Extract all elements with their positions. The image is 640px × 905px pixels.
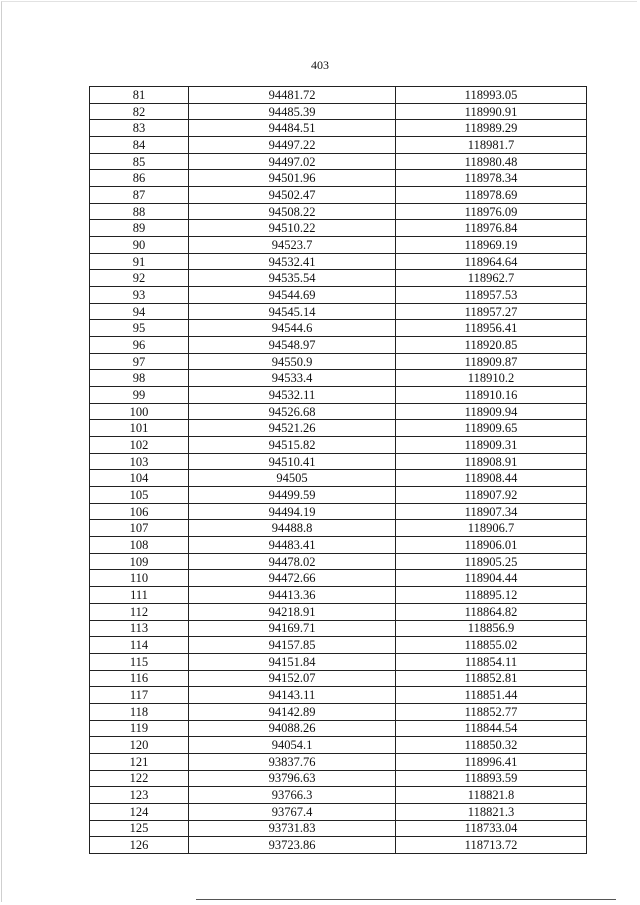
point-number-cell: 125 [90,820,189,837]
y-coordinate-cell: 118852.77 [396,703,587,720]
y-coordinate-cell: 118909.31 [396,437,587,454]
y-coordinate-cell: 118920.85 [396,337,587,354]
x-coordinate-cell: 94499.59 [189,487,396,504]
point-number-cell: 104 [90,470,189,487]
point-number-cell: 119 [90,720,189,737]
y-coordinate-cell: 118908.44 [396,470,587,487]
y-coordinate-cell: 118909.94 [396,403,587,420]
y-coordinate-cell: 118957.53 [396,287,587,304]
x-coordinate-cell: 94472.66 [189,570,396,587]
y-coordinate-cell: 118893.59 [396,770,587,787]
x-coordinate-cell: 94544.6 [189,320,396,337]
table-row [90,687,587,704]
y-coordinate-cell: 118905.25 [396,553,587,570]
point-number-cell: 117 [90,687,189,704]
point-number-cell: 115 [90,653,189,670]
table-row [90,87,587,104]
x-coordinate-cell: 94515.82 [189,437,396,454]
y-coordinate-cell: 118851.44 [396,687,587,704]
table-row [90,720,587,737]
table-row [90,803,587,820]
table-row [90,453,587,470]
table-row [90,170,587,187]
y-coordinate-cell: 118996.41 [396,753,587,770]
table-row [90,187,587,204]
x-coordinate-cell: 94550.9 [189,353,396,370]
y-coordinate-cell: 118906.7 [396,520,587,537]
x-coordinate-cell: 93766.3 [189,787,396,804]
table-row [90,420,587,437]
point-number-cell: 92 [90,270,189,287]
point-number-cell: 113 [90,620,189,637]
x-coordinate-cell: 94157.85 [189,637,396,654]
table-row [90,403,587,420]
point-number-cell: 88 [90,203,189,220]
point-number-cell: 102 [90,437,189,454]
table-row [90,820,587,837]
point-number-cell: 101 [90,420,189,437]
point-number-cell: 100 [90,403,189,420]
point-number-cell: 118 [90,703,189,720]
y-coordinate-cell: 118964.64 [396,253,587,270]
table-row [90,753,587,770]
point-number-cell: 124 [90,803,189,820]
x-coordinate-cell: 94505 [189,470,396,487]
table-row [90,620,587,637]
point-number-cell: 94 [90,303,189,320]
x-coordinate-cell: 94142.89 [189,703,396,720]
y-coordinate-cell: 118989.29 [396,120,587,137]
x-coordinate-cell: 94510.22 [189,220,396,237]
point-number-cell: 108 [90,537,189,554]
page-number: 403 [311,58,329,72]
point-number-cell: 99 [90,387,189,404]
point-number-cell: 122 [90,770,189,787]
table-row [90,487,587,504]
x-coordinate-cell: 94485.39 [189,103,396,120]
table-row [90,287,587,304]
point-number-cell: 85 [90,153,189,170]
y-coordinate-cell: 118910.2 [396,370,587,387]
x-coordinate-cell: 94533.4 [189,370,396,387]
table-row [90,137,587,154]
y-coordinate-cell: 118990.91 [396,103,587,120]
table-row [90,303,587,320]
y-coordinate-cell: 118850.32 [396,737,587,754]
x-coordinate-cell: 94502.47 [189,187,396,204]
coordinate-table-body [90,87,587,854]
x-coordinate-cell: 94484.51 [189,120,396,137]
y-coordinate-cell: 118908.91 [396,453,587,470]
table-row [90,253,587,270]
x-coordinate-cell: 94488.8 [189,520,396,537]
table-row [90,320,587,337]
table-row [90,537,587,554]
y-coordinate-cell: 118906.01 [396,537,587,554]
table-row [90,520,587,537]
x-coordinate-cell: 93837.76 [189,753,396,770]
table-row [90,153,587,170]
y-coordinate-cell: 118910.16 [396,387,587,404]
x-coordinate-cell: 94218.91 [189,603,396,620]
y-coordinate-cell: 118844.54 [396,720,587,737]
y-coordinate-cell: 118978.69 [396,187,587,204]
coordinate-table [89,86,587,854]
x-coordinate-cell: 93731.83 [189,820,396,837]
point-number-cell: 120 [90,737,189,754]
y-coordinate-cell: 118976.84 [396,220,587,237]
x-coordinate-cell: 94497.02 [189,153,396,170]
y-coordinate-cell: 118733.04 [396,820,587,837]
x-coordinate-cell: 94526.68 [189,403,396,420]
point-number-cell: 126 [90,837,189,854]
x-coordinate-cell: 94548.97 [189,337,396,354]
y-coordinate-cell: 118956.41 [396,320,587,337]
x-coordinate-cell: 93723.86 [189,837,396,854]
table-row [90,270,587,287]
y-coordinate-cell: 118981.7 [396,137,587,154]
x-coordinate-cell: 93767.4 [189,803,396,820]
y-coordinate-cell: 118713.72 [396,837,587,854]
x-coordinate-cell: 94545.14 [189,303,396,320]
table-row [90,103,587,120]
table-row [90,503,587,520]
y-coordinate-cell: 118856.9 [396,620,587,637]
point-number-cell: 89 [90,220,189,237]
x-coordinate-cell: 94532.11 [189,387,396,404]
y-coordinate-cell: 118864.82 [396,603,587,620]
point-number-cell: 87 [90,187,189,204]
point-number-cell: 107 [90,520,189,537]
x-coordinate-cell: 94152.07 [189,670,396,687]
x-coordinate-cell: 94481.72 [189,87,396,104]
table-row [90,370,587,387]
table-row [90,670,587,687]
table-row [90,787,587,804]
y-coordinate-cell: 118821.3 [396,803,587,820]
point-number-cell: 95 [90,320,189,337]
point-number-cell: 90 [90,237,189,254]
table-row [90,637,587,654]
table-row [90,437,587,454]
point-number-cell: 106 [90,503,189,520]
point-number-cell: 98 [90,370,189,387]
point-number-cell: 112 [90,603,189,620]
y-coordinate-cell: 118980.48 [396,153,587,170]
x-coordinate-cell: 94523.7 [189,237,396,254]
table-row [90,203,587,220]
point-number-cell: 86 [90,170,189,187]
point-number-cell: 109 [90,553,189,570]
x-coordinate-cell: 94535.54 [189,270,396,287]
point-number-cell: 110 [90,570,189,587]
point-number-cell: 105 [90,487,189,504]
table-row [90,470,587,487]
y-coordinate-cell: 118907.34 [396,503,587,520]
point-number-cell: 116 [90,670,189,687]
x-coordinate-cell: 94151.84 [189,653,396,670]
y-coordinate-cell: 118895.12 [396,587,587,604]
y-coordinate-cell: 118904.44 [396,570,587,587]
y-coordinate-cell: 118852.81 [396,670,587,687]
x-coordinate-cell: 94508.22 [189,203,396,220]
y-coordinate-cell: 118854.11 [396,653,587,670]
y-coordinate-cell: 118962.7 [396,270,587,287]
point-number-cell: 96 [90,337,189,354]
x-coordinate-cell: 94088.26 [189,720,396,737]
y-coordinate-cell: 118978.34 [396,170,587,187]
y-coordinate-cell: 118969.19 [396,237,587,254]
table-row [90,587,587,604]
y-coordinate-cell: 118976.09 [396,203,587,220]
x-coordinate-cell: 94510.41 [189,453,396,470]
table-row [90,603,587,620]
x-coordinate-cell: 94494.19 [189,503,396,520]
x-coordinate-cell: 94544.69 [189,287,396,304]
x-coordinate-cell: 94054.1 [189,737,396,754]
x-coordinate-cell: 93796.63 [189,770,396,787]
table-row [90,353,587,370]
y-coordinate-cell: 118909.87 [396,353,587,370]
table-row [90,220,587,237]
x-coordinate-cell: 94143.11 [189,687,396,704]
x-coordinate-cell: 94532.41 [189,253,396,270]
x-coordinate-cell: 94501.96 [189,170,396,187]
point-number-cell: 81 [90,87,189,104]
x-coordinate-cell: 94413.36 [189,587,396,604]
point-number-cell: 91 [90,253,189,270]
table-row [90,553,587,570]
table-row [90,703,587,720]
x-coordinate-cell: 94483.41 [189,537,396,554]
y-coordinate-cell: 118909.65 [396,420,587,437]
table-row [90,237,587,254]
point-number-cell: 84 [90,137,189,154]
y-coordinate-cell: 118993.05 [396,87,587,104]
y-coordinate-cell: 118907.92 [396,487,587,504]
y-coordinate-cell: 118821.8 [396,787,587,804]
table-row [90,337,587,354]
point-number-cell: 123 [90,787,189,804]
y-coordinate-cell: 118855.02 [396,637,587,654]
point-number-cell: 93 [90,287,189,304]
y-coordinate-cell: 118957.27 [396,303,587,320]
x-coordinate-cell: 94521.26 [189,420,396,437]
table-row [90,770,587,787]
table-row [90,387,587,404]
point-number-cell: 114 [90,637,189,654]
point-number-cell: 103 [90,453,189,470]
point-number-cell: 82 [90,103,189,120]
table-row [90,570,587,587]
point-number-cell: 121 [90,753,189,770]
point-number-cell: 83 [90,120,189,137]
x-coordinate-cell: 94497.22 [189,137,396,154]
bottom-rule [196,899,616,900]
table-row [90,837,587,854]
point-number-cell: 97 [90,353,189,370]
point-number-cell: 111 [90,587,189,604]
x-coordinate-cell: 94478.02 [189,553,396,570]
table-row [90,120,587,137]
table-row [90,737,587,754]
table-row [90,653,587,670]
x-coordinate-cell: 94169.71 [189,620,396,637]
